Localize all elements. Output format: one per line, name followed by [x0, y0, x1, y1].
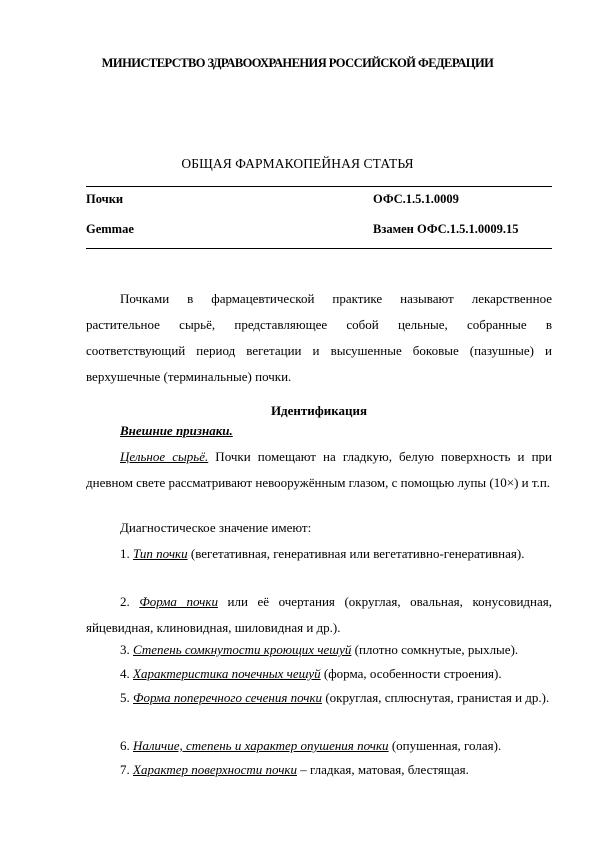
header-rule-bottom	[86, 248, 552, 249]
list-item-number: 7.	[120, 762, 133, 777]
list-item	[86, 637, 552, 663]
list-item-text: (округлая, сплюснутая, гранистая и др.).	[322, 690, 550, 705]
list-item-number: 3.	[120, 642, 133, 657]
diagnostic-intro: Диагностическое значение имеют:	[120, 520, 312, 535]
whole-raw-text: Почки помещают на гладкую, белую поверхность и при дневном свете рассматривают невооружённым глазом, с помощью лупы (10×) и т.п.	[86, 449, 552, 490]
monograph-replaces: Взамен ОФС.1.5.1.0009.15	[373, 222, 519, 236]
list-item-text: (форма, особенности строения).	[320, 666, 502, 681]
intro-paragraph: Почками в фармацевтической практике называют лекарственное растительное сырьё, представляющее собой цельные, собранные в соответствующий период вегетации и высушенные боковые (пазушные) и верхушечные (терминальные) почки.	[86, 291, 552, 384]
article-type-title: ОБЩАЯ ФАРМАКОПЕЙНАЯ СТАТЬЯ	[181, 156, 414, 171]
list-item-term: Степень сомкнутости кроющих чешуй	[133, 642, 352, 657]
list-item-term: Наличие, степень и характер опушения почки	[133, 738, 389, 753]
monograph-name-ru: Почки	[86, 192, 124, 206]
list-item-text: – гладкая, матовая, блестящая.	[297, 762, 469, 777]
subsection-title	[86, 418, 552, 444]
list-item-number: 6.	[120, 738, 133, 753]
list-item-term: Тип почки	[133, 546, 188, 561]
list-item-number: 5.	[120, 690, 133, 705]
list-item-term: Форма почки	[139, 594, 218, 609]
list-item-text: (плотно сомкнутые, рыхлые).	[351, 642, 519, 657]
monograph-name-lat: Gemmae	[86, 222, 134, 236]
list-item	[86, 733, 552, 759]
list-item	[86, 661, 552, 687]
list-item-number: 4.	[120, 666, 133, 681]
list-item-number: 2.	[120, 594, 140, 609]
list-item	[86, 685, 552, 711]
whole-raw-label: Цельное сырьё.	[120, 449, 209, 464]
header-rule-top	[86, 186, 552, 187]
section-title: Идентификация	[270, 403, 368, 418]
list-item	[86, 589, 552, 641]
list-item-term: Характеристика почечных чешуй	[133, 666, 321, 681]
list-item-text: (вегетативная, генеративная или вегетативно-генеративная).	[187, 546, 525, 561]
list-item-text: или её очертания (округлая, овальная, конусовидная, яйцевидная, клиновидная, шиловидная и др.).	[86, 594, 553, 635]
list-item-text: (опушенная, голая).	[388, 738, 502, 753]
ministry-title: МИНИСТЕРСТВО ЗДРАВООХРАНЕНИЯ РОССИЙСКОЙ ФЕДЕРАЦИИ	[101, 56, 494, 70]
list-item	[86, 541, 552, 567]
list-item	[86, 757, 552, 783]
whole-raw-paragraph	[86, 444, 552, 496]
monograph-code: ОФС.1.5.1.0009	[373, 192, 459, 206]
list-item-term: Характер поверхности почки	[133, 762, 297, 777]
list-item-number: 1.	[120, 546, 133, 561]
list-item-term: Форма поперечного сечения почки	[133, 690, 323, 705]
subsection-title-text: Внешние признаки.	[120, 423, 233, 438]
